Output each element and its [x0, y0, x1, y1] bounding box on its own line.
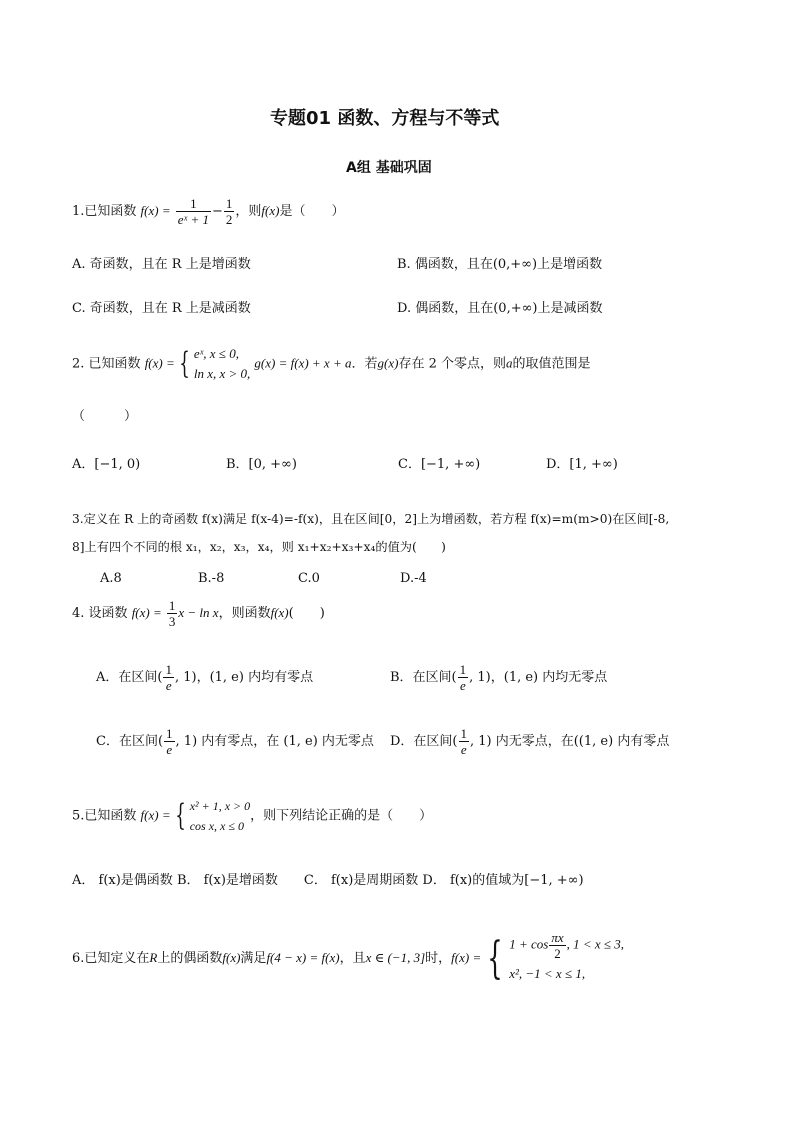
q1-fraction-2: $\frac{1}{2}$: [225, 196, 233, 227]
question-4-stem: 4. 设函数 f(x) = $\frac{1}{3}$ x − ln x，则函数f(x)( ): [72, 598, 325, 629]
q2-option-b[interactable]: B．[0, +∞): [226, 457, 297, 472]
page-title: 专题01 函数、方程与不等式: [270, 108, 500, 129]
q5-piecewise: x² + 1, x > 0 cos x, x ≤ 0: [189, 799, 251, 833]
question-3-line-1: 3.定义在 R 上的奇函数 f(x)满足 f(x-4)=-f(x)，且在区间[0，2]上为增函数，若方程 f(x)=m(m>0)在区间[-8,: [72, 512, 670, 526]
q1-fraction-1: $\frac{1}{\text{eˣ + 1}}$: [177, 196, 209, 227]
question-3-line-2: 8]上有四个不同的根 x₁，x₂，x₃，x₄，则 x₁+x₂+x₃+x₄的值为( ): [72, 540, 446, 554]
q2-paren: （ ）: [72, 409, 138, 424]
q2-brace: {: [179, 346, 190, 381]
q3-option-a[interactable]: A.8: [100, 571, 122, 586]
q5-brace: {: [174, 798, 186, 833]
q4-option-c[interactable]: C．在区间( $\frac{1}{e}$ , 1) 内有零点，在 (1, e) 内无零点: [96, 726, 374, 757]
q3-option-c[interactable]: C.0: [298, 571, 320, 586]
question-1-stem: 1.已知函数 f(x) = $\frac{1}{\text{eˣ + 1}}$ − $\frac{1}{2}$ ，则f(x)是（ ）: [72, 196, 345, 227]
q1-option-d[interactable]: D. 偶函数，且在(0,+∞)上是减函数: [397, 301, 603, 316]
q5-options[interactable]: A． f(x)是偶函数 B． f(x)是增函数 C． f(x)是周期函数 D． f(x)的值域为[−1, +∞): [72, 873, 584, 888]
q4-fraction: $\frac{1}{3}$: [168, 598, 176, 629]
q1-option-b[interactable]: B. 偶函数，且在(0,+∞)上是增函数: [397, 257, 603, 272]
q4-option-a[interactable]: A．在区间( $\frac{1}{e}$ , 1)，(1, e) 内均有零点: [96, 662, 314, 693]
q3-option-d[interactable]: D.-4: [400, 571, 427, 586]
q1-option-c[interactable]: C. 奇函数，且在 R 上是减函数: [72, 301, 251, 316]
q1-option-a[interactable]: A. 奇函数，且在 R 上是增函数: [72, 257, 251, 272]
group-heading: A组 基础巩固: [346, 160, 432, 176]
q3-option-b[interactable]: B.-8: [198, 571, 225, 586]
q4-option-d[interactable]: D．在区间( $\frac{1}{e}$ , 1) 内无零点，在((1, e) 内有零点: [390, 726, 670, 757]
q2-option-a[interactable]: A．[−1, 0): [72, 457, 141, 472]
question-5-stem: 5.已知函数 f(x) = { x² + 1, x > 0 cos x, x ≤ 0 ，则下列结论正确的是（ ）: [72, 796, 432, 836]
q1-lead: 1.已知函数: [72, 204, 137, 219]
q2-option-d[interactable]: D．[1, +∞): [546, 457, 618, 472]
q2-piecewise: eˣ, x ≤ 0, ln x, x > 0,: [193, 346, 251, 381]
q2-option-c[interactable]: C．[−1, +∞): [398, 457, 481, 472]
q6-brace: {: [487, 932, 503, 984]
question-6-stem: 6.已知定义在R上的偶函数f(x)满足f(4 − x) = f(x)，且x ∈ (−1, 3]时，f(x) = { 1 + cos $\frac{\pi x}{2}$ , 1 < x ≤ 3, x², −1 < x ≤ 1,: [72, 930, 624, 987]
question-2-stem: 2. 已知函数 f(x) = { eˣ, x ≤ 0, ln x, x > 0, g(x) = f(x) + x + a．若g(x)存在 2 个零点，则a的取值范围是: [72, 344, 591, 384]
q6-piecewise: 1 + cos $\frac{\pi x}{2}$ , 1 < x ≤ 3, x², −1 < x ≤ 1,: [509, 930, 625, 981]
q4-option-b[interactable]: B．在区间( $\frac{1}{e}$ , 1)，(1, e) 内均无零点: [390, 662, 608, 693]
q1-fx: f(x) =: [140, 203, 171, 218]
